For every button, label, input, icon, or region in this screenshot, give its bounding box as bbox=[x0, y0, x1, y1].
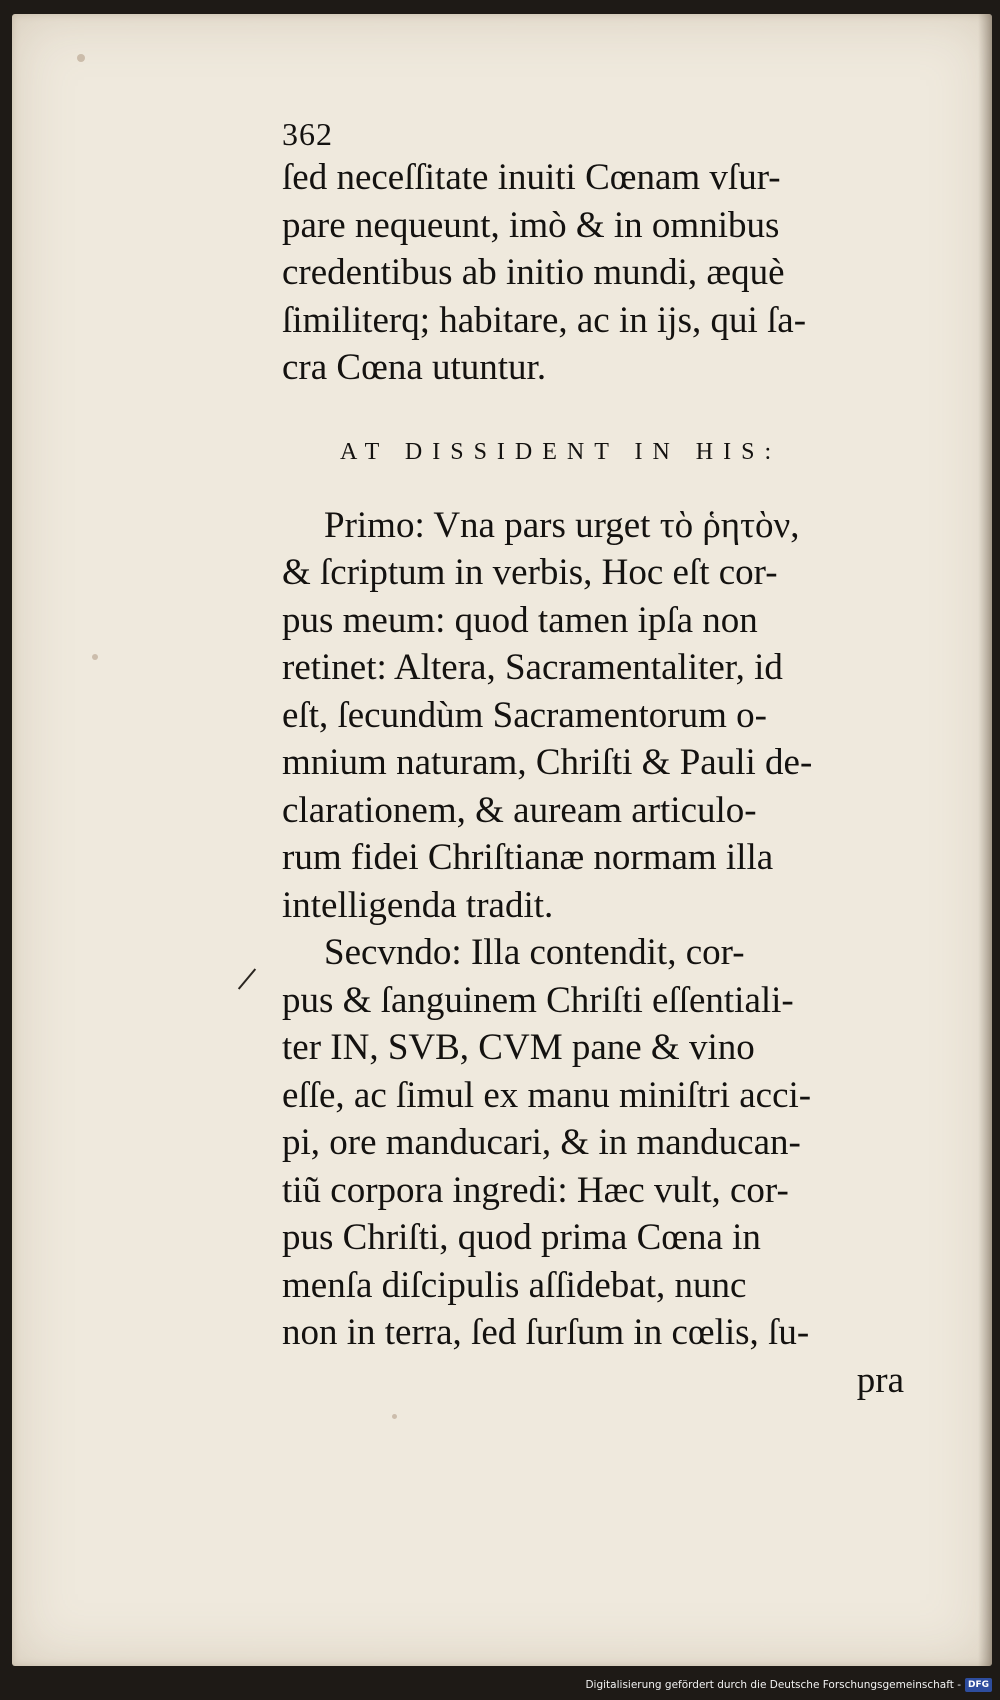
text-line: eſt, ſecundùm Sacramentorum o- bbox=[282, 694, 767, 736]
text-line: pus & ſanguinem Chriſti eſſentiali- bbox=[282, 979, 794, 1021]
text-line: pare nequeunt, imò & in omnibus bbox=[282, 204, 780, 246]
page-number: 362 bbox=[282, 116, 333, 152]
catchword: pra bbox=[856, 1359, 904, 1401]
opening-lines bbox=[282, 154, 962, 392]
text-line: pus meum: quod tamen ipſa non bbox=[282, 599, 758, 641]
dfg-logo-icon: DFG bbox=[965, 1678, 992, 1692]
text-line: pus Chriſti, quod prima Cœna in bbox=[282, 1217, 761, 1258]
text-line: clarationem, & auream articulo- bbox=[282, 789, 757, 831]
text-line: & ſcriptum in verbis, Hoc eſt cor- bbox=[282, 552, 778, 593]
credit-text: Digitalisierung gefördert durch die Deutsche Forschungsgemeinschaft - bbox=[585, 1679, 961, 1691]
text-line: rum fidei Chriſtianæ normam illa bbox=[282, 837, 774, 878]
text-line: ſimiliterq; habitare, ac in ijs, qui ſa- bbox=[282, 299, 807, 341]
text-line: ter IN, SVB, CVM pane & vino bbox=[282, 1027, 755, 1068]
text-line: Secvndo: Illa contendit, cor- bbox=[324, 932, 745, 973]
text-line: cra Cœna utuntur. bbox=[282, 347, 547, 388]
paragraph-secundo bbox=[282, 929, 962, 1357]
text-line: credentibus ab initio mundi, æquè bbox=[282, 252, 785, 293]
text-line: eſſe, ac ſimul ex manu miniſtri acci- bbox=[282, 1074, 812, 1116]
text-line: non in terra, ſed ſurſum in cœlis, ſu- bbox=[282, 1312, 810, 1353]
marginal-pen-mark bbox=[238, 968, 256, 989]
text-line: tiũ corpora ingredi: Hæc vult, cor- bbox=[282, 1169, 789, 1211]
paper-stain bbox=[92, 654, 98, 660]
page-edge-shadow bbox=[978, 14, 992, 1666]
paper-stain bbox=[392, 1414, 397, 1419]
text-line: Primo: Vna pars urget τὸ ῥητὸν, bbox=[324, 504, 800, 546]
paragraph-primo bbox=[282, 502, 962, 930]
text-block bbox=[282, 114, 962, 1404]
text-line: mnium naturam, Chriſti & Pauli de- bbox=[282, 742, 813, 783]
text-line: intelligenda tradit. bbox=[282, 884, 554, 926]
text-line: ſed neceſſitate inuiti Cœnam vſur- bbox=[282, 157, 781, 198]
text-line: pi, ore manducari, & in manducan- bbox=[282, 1122, 801, 1163]
digitization-credit bbox=[585, 1674, 992, 1696]
paper-stain bbox=[77, 54, 85, 62]
section-heading: AT DISSIDENT IN HIS: bbox=[340, 438, 782, 465]
book-page bbox=[12, 14, 992, 1666]
text-line: menſa diſcipulis aſſidebat, nunc bbox=[282, 1264, 747, 1306]
text-line: retinet: Altera, Sacramentaliter, id bbox=[282, 647, 783, 688]
